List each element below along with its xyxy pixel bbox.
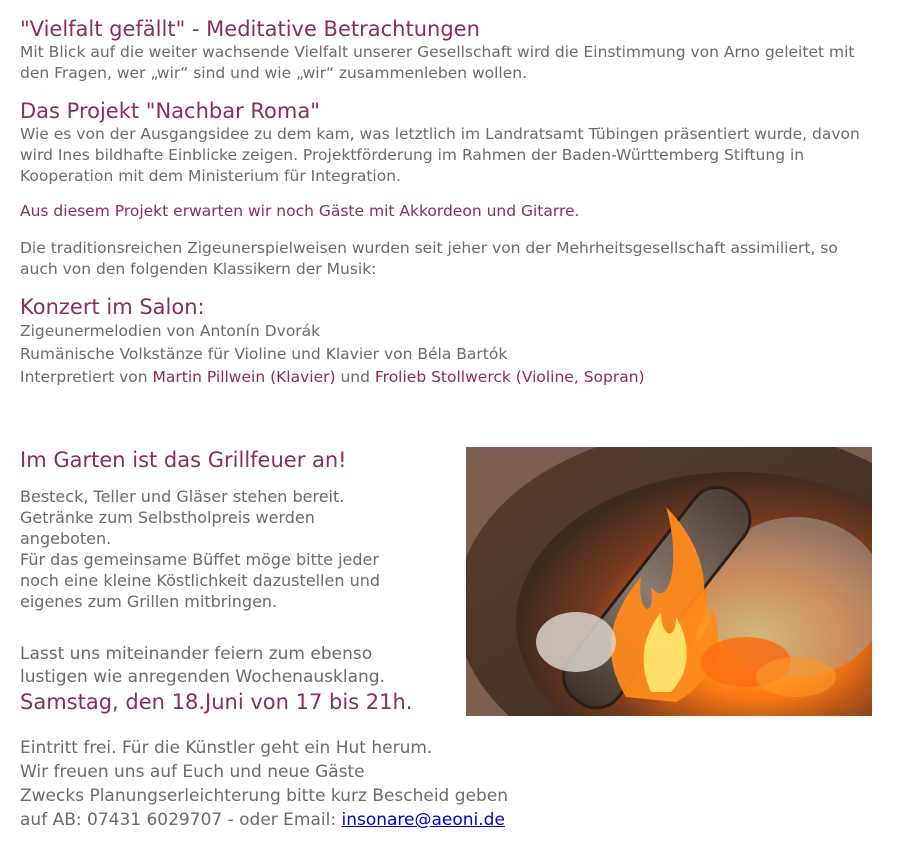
invitation-line-1: Lasst uns miteinander feiern zum ebenso — [20, 644, 373, 664]
garden-line: Besteck, Teller und Gläser stehen bereit. — [20, 487, 345, 506]
event-date: Samstag, den 18.Juni von 17 bis 21h. — [20, 690, 413, 714]
garden-title: Im Garten ist das Grillfeuer an! — [20, 448, 347, 472]
contact-prefix: auf AB: 07431 6029707 - oder Email: — [20, 810, 342, 830]
garden-line: angeboten. — [20, 529, 112, 548]
email-link[interactable]: insonare@aeoni.de — [341, 810, 505, 830]
garden-line: noch eine kleine Köstlichkeit dazustellen und — [20, 571, 380, 590]
concert-prefix: Interpretiert von — [20, 367, 153, 386]
concert-line-3 — [20, 366, 880, 389]
fire-pit-image — [466, 447, 872, 716]
fire-pit-illustration — [466, 447, 872, 716]
garden-line: Für das gemeinsame Büffet möge bitte jeder — [20, 550, 379, 569]
performer-2: Frolieb Stollwerck (Violine, Sopran) — [374, 367, 645, 386]
section-title-projekt: Das Projekt "Nachbar Roma" — [20, 99, 320, 123]
section-title-vielfalt: "Vielfalt gefällt" - Meditative Betrachtungen — [20, 17, 480, 41]
section-text-vielfalt: Mit Blick auf die weiter wachsende Vielfalt unserer Gesellschaft wird die Einstimmung von Arno geleitet mit den Fragen, wer „wir“ sind und wie „wir“ zusammenleben wollen. — [20, 43, 855, 82]
concert-section — [20, 294, 880, 389]
invitation — [20, 643, 460, 715]
footer — [20, 736, 508, 832]
concert-line-2: Rumänische Volkstänze für Violine und Klavier von Béla Bartók — [20, 344, 508, 363]
invitation-line-2: lustigen wie anregenden Wochenausklang. — [20, 667, 385, 687]
performer-1: Martin Pillwein (Klavier) — [152, 367, 336, 386]
footer-line-4 — [20, 808, 508, 832]
section-text-projekt: Wie es von der Ausgangsidee zu dem kam, was letztlich im Landratsamt Tübingen präsentiert wurde, davon wird Ines bildhafte Einblicke zeigen. Projektförderung im Rahmen der Baden-Württemberg Stiftung in Kooperation mit dem Ministerium für Integration. — [20, 125, 860, 185]
footer-line-1: Eintritt frei. Für die Künstler geht ein Hut herum. — [20, 738, 433, 758]
garden-line: eigenes zum Grillen mitbringen. — [20, 592, 278, 611]
garden-text — [20, 486, 450, 612]
footer-line-2: Wir freuen uns auf Euch und neue Gäste — [20, 762, 365, 782]
garden-line: Getränke zum Selbstholpreis werden — [20, 508, 315, 527]
content — [20, 16, 880, 389]
section-title-concert: Konzert im Salon: — [20, 294, 205, 319]
footer-line-3: Zwecks Planungserleichterung bitte kurz Bescheid geben — [20, 786, 509, 806]
projekt-guests-note: Aus diesem Projekt erwarten wir noch Gäste mit Akkordeon und Gitarre. — [20, 202, 580, 220]
tradition-text: Die traditionsreichen Zigeunerspielweisen wurden seit jeher von der Mehrheitsgesellschaft assimiliert, so auch von den folgenden Klassikern der Musik: — [20, 238, 838, 278]
concert-line-1: Zigeunermelodien von Antonín Dvorák — [20, 321, 321, 340]
concert-and: und — [335, 367, 375, 386]
